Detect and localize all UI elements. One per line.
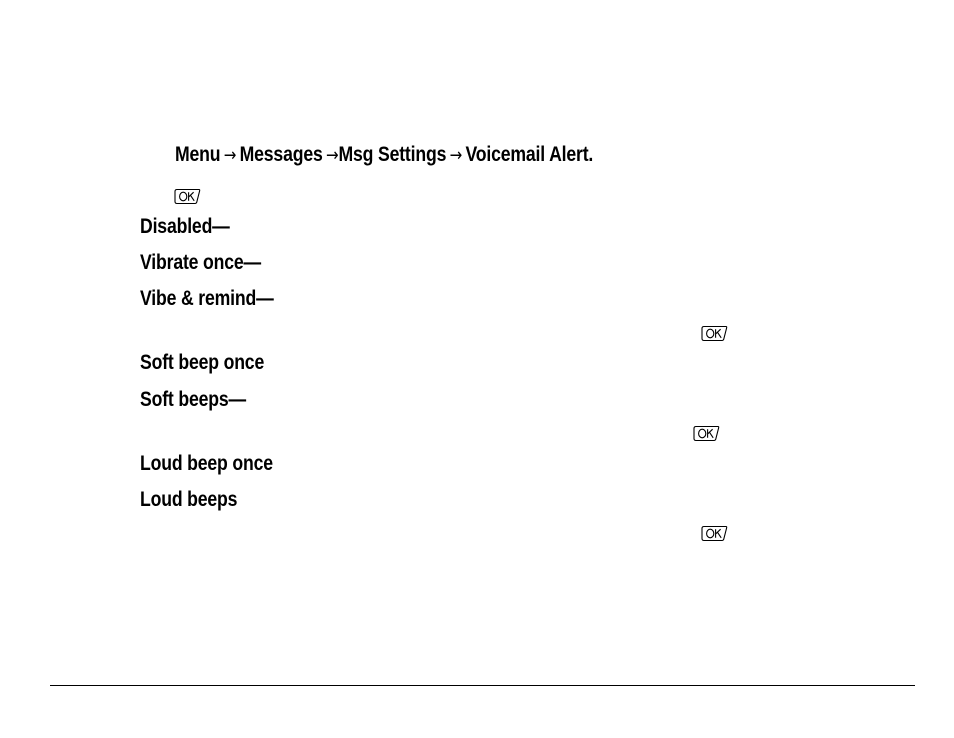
option-soft-beep-once: Soft beep once bbox=[140, 351, 265, 374]
option-vibe-remind: Vibe & remind— bbox=[140, 287, 274, 310]
ok-key-icon bbox=[701, 525, 728, 542]
ok-key-icon bbox=[701, 325, 728, 342]
option-loud-beeps: Loud beeps bbox=[140, 488, 238, 511]
path-arrow-3: → bbox=[449, 145, 463, 166]
option-disabled: Disabled— bbox=[140, 215, 230, 238]
option-vibrate-once: Vibrate once— bbox=[140, 251, 262, 274]
path-messages: Messages bbox=[239, 143, 323, 166]
path-menu: Menu bbox=[175, 143, 221, 166]
path-voicemail-alert: Voicemail Alert bbox=[465, 143, 589, 166]
option-soft-beeps: Soft beeps— bbox=[140, 388, 246, 411]
menu-path bbox=[175, 143, 593, 168]
path-end: . bbox=[588, 143, 594, 166]
option-loud-beep-once: Loud beep once bbox=[140, 452, 273, 475]
path-arrow-2: → bbox=[325, 145, 339, 166]
path-msg-settings: Msg Settings bbox=[338, 143, 447, 166]
ok-key-icon bbox=[174, 188, 201, 205]
ok-key-icon bbox=[693, 425, 720, 442]
path-arrow-1: → bbox=[223, 145, 237, 166]
footer-divider bbox=[50, 685, 915, 686]
